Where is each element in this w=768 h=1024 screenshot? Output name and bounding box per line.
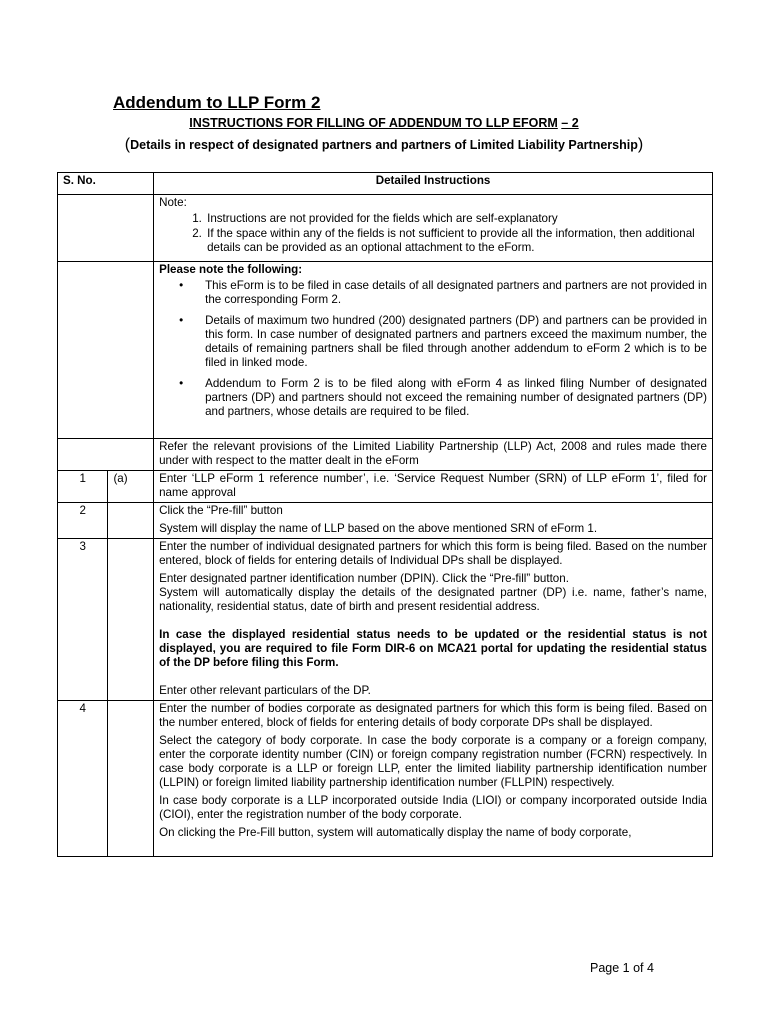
- row-number: 4: [58, 701, 108, 857]
- subtitle-details-text: Details in respect of designated partners and partners of Limited Liability Partnership: [130, 138, 638, 152]
- list-item: • Addendum to Form 2 is to be filed along with eForm 4 as linked filing Number of designated partners (DP) and partners should not exceed the remaining number of designated partners (DP) and partners, whose details are required to be filed.: [205, 377, 707, 419]
- list-item: 1. Instructions are not provided for the fields which are self-explanatory: [205, 212, 707, 226]
- paragraph: System will automatically display the details of the designated partner (DP) i.e. name, father’s name, nationality, residential status, date of birth and present residential address.: [159, 586, 707, 613]
- row-instruction: [154, 701, 713, 857]
- row-number: 1: [58, 471, 108, 503]
- page-number: Page 1 of 4: [590, 961, 654, 975]
- paragraph: Enter the number of individual designated partners for which this form is being filed. Based on the number entered, block of fields for entering details of Individual DPs shall be displayed.: [159, 540, 707, 567]
- row-sub-number: [108, 503, 154, 539]
- header-instructions: Detailed Instructions: [154, 173, 713, 195]
- please-note-heading: Please note the following:: [159, 263, 303, 276]
- document-title: Addendum to LLP Form 2: [113, 93, 321, 112]
- refer-cell: Refer the relevant provisions of the Limited Liability Partnership (LLP) Act, 2008 and rules made there under with respect to the matter dealt in the eForm: [154, 439, 713, 471]
- paragraph: On clicking the Pre-Fill button, system will automatically display the name of body corporate,: [159, 826, 632, 839]
- document-subtitle-details: [0, 136, 768, 154]
- bold-paragraph: In case the displayed residential status needs to be updated or the residential status is not displayed, you are required to file Form DIR-6 on MCA21 portal for updating the residential status of the DP before filing this Form.: [159, 628, 707, 669]
- list-item: • Details of maximum two hundred (200) designated partners (DP) and partners can be provided in this form. In case number of designated partners and partners exceed the maximum number, the details of remaining partners shall be filed through another addendum to eForm 2 which is to be filed in linked mode.: [205, 314, 707, 370]
- table-row: [58, 439, 713, 471]
- table-row: [58, 471, 713, 503]
- row-sub-number: (a): [108, 471, 154, 503]
- row-sub-number: [108, 701, 154, 857]
- subtitle-text: INSTRUCTIONS FOR FILLING OF ADDENDUM TO LLP EFORM: [189, 116, 558, 130]
- table-row: [58, 539, 713, 701]
- header-sno: S. No.: [58, 173, 154, 195]
- instructions-table: [57, 172, 713, 857]
- subtitle-suffix: – 2: [561, 116, 579, 130]
- paragraph: System will display the name of LLP based on the above mentioned SRN of eForm 1.: [159, 522, 598, 535]
- paragraph: Enter the number of bodies corporate as designated partners for which this form is being filed. Based on the number entered, block of fields for entering details of body corporate DPs shall be displayed.: [159, 702, 707, 729]
- open-paren: (: [124, 136, 131, 153]
- notes-list: [159, 212, 707, 255]
- row-instruction: Enter ‘LLP eForm 1 reference number’, i.e. ‘Service Request Number (SRN) of LLP eForm 1’, filed for name approval: [154, 471, 713, 503]
- paragraph: Select the category of body corporate. In case the body corporate is a company or a foreign company, enter the corporate identity number (CIN) or foreign company registration number (FCRN) respectively. In case body corporate is a LLP or foreign LLP, enter the limited liability partnership identification number (LLPIN) or foreign limited liability partnership identification number (FLLPIN) respectively.: [159, 734, 707, 789]
- document-subtitle: [0, 116, 768, 130]
- row-instruction: [154, 503, 713, 539]
- table-row: [58, 503, 713, 539]
- list-item: 2. If the space within any of the fields is not sufficient to provide all the information, then additional details can be provided as an optional attachment to the eForm.: [205, 227, 707, 255]
- row-instruction: [154, 539, 713, 701]
- spacer: [159, 670, 707, 684]
- table-row: [58, 262, 713, 439]
- row-number: 3: [58, 539, 108, 701]
- paragraph: Enter designated partner identification number (DPIN). Click the “Pre-fill” button.: [159, 572, 569, 585]
- empty-cell: [58, 195, 154, 262]
- table-row: [58, 195, 713, 262]
- note-label: Note:: [159, 196, 187, 209]
- row-sub-number: [108, 539, 154, 701]
- paragraph: Click the “Pre-fill” button: [159, 504, 283, 517]
- paragraph: Enter other relevant particulars of the DP.: [159, 684, 371, 697]
- close-paren: ): [637, 136, 644, 153]
- empty-cell: [58, 262, 154, 439]
- list-item: • This eForm is to be filed in case details of all designated partners and partners are not provided in the corresponding Form 2.: [205, 279, 707, 307]
- spacer: [159, 614, 707, 628]
- empty-cell: [58, 439, 154, 471]
- row-number: 2: [58, 503, 108, 539]
- paragraph: In case body corporate is a LLP incorporated outside India (LIOI) or company incorporated outside India (CIOI), enter the registration number of the body corporate.: [159, 794, 707, 821]
- table-row: [58, 701, 713, 857]
- bullets-list: [159, 279, 707, 419]
- notes-cell: [154, 195, 713, 262]
- please-note-cell: [154, 262, 713, 439]
- table-header-row: [58, 173, 713, 195]
